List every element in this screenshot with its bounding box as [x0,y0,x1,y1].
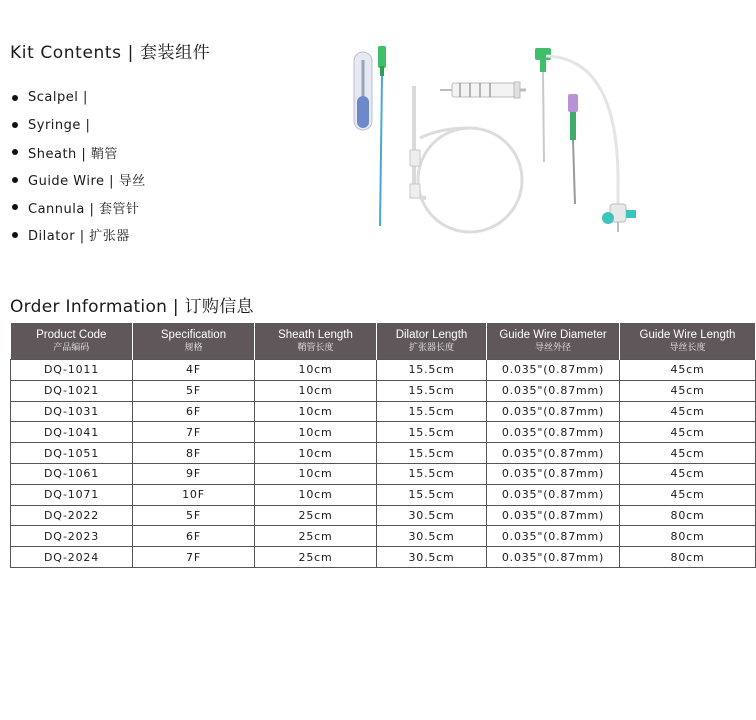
list-item [10,84,146,111]
bullet-icon [12,122,18,128]
table-cell: 6F [133,401,255,422]
table-cell: DQ-2022 [11,505,133,526]
order-table-body [11,360,756,568]
list-item [10,221,146,248]
table-cell: 15.5cm [377,360,487,381]
table-cell: 10cm [255,360,377,381]
table-cell: DQ-1021 [11,380,133,401]
list-item [10,194,146,221]
table-cell: 8F [133,443,255,464]
table-row [11,380,756,401]
table-cell: 0.035"(0.87mm) [487,463,620,484]
kit-item-label: Cannula | 套管针 [28,201,140,217]
bullet-icon [12,95,18,101]
table-cell: 45cm [620,463,756,484]
table-cell: 25cm [255,526,377,547]
kit-item-label: Syringe | [28,117,91,133]
table-row [11,443,756,464]
wire-hub-icon [546,56,636,232]
table-cell: 45cm [620,422,756,443]
table-row [11,360,756,381]
table-row [11,547,756,568]
dilator-icon [568,94,578,204]
table-cell: DQ-1041 [11,422,133,443]
kit-item-label: Guide Wire | 导丝 [28,174,146,190]
kit-contents-list [10,84,146,248]
product-photo [340,38,660,243]
kit-item-label: Dilator | 扩张器 [28,229,130,245]
table-cell: 5F [133,505,255,526]
cannula-icon [535,48,551,162]
sheath-icon [410,86,522,232]
table-row [11,526,756,547]
column-header: Dilator Length 扩张器长度 [377,323,487,360]
table-header-row [11,323,756,360]
table-cell: DQ-1071 [11,484,133,505]
table-cell: DQ-2024 [11,547,133,568]
column-header: Guide Wire Length 导丝长度 [620,323,756,360]
table-cell: 10cm [255,484,377,505]
table-cell: 0.035"(0.87mm) [487,526,620,547]
order-table-container [10,323,736,568]
order-table [10,323,756,568]
table-cell: 7F [133,422,255,443]
table-cell: 5F [133,380,255,401]
table-cell: 0.035"(0.87mm) [487,422,620,443]
table-cell: 0.035"(0.87mm) [487,484,620,505]
column-header: Guide Wire Diameter 导丝外径 [487,323,620,360]
table-row [11,505,756,526]
table-cell: 10cm [255,401,377,422]
table-cell: DQ-2023 [11,526,133,547]
column-header: Sheath Length 鞘管长度 [255,323,377,360]
table-cell: 15.5cm [377,463,487,484]
bullet-icon [12,232,18,238]
kit-item-label: Sheath | 鞘管 [28,146,118,162]
table-cell: 10cm [255,422,377,443]
order-information-title: Order Information | 订购信息 [10,297,254,317]
table-cell: DQ-1031 [11,401,133,422]
table-cell: 10F [133,484,255,505]
table-cell: 0.035"(0.87mm) [487,380,620,401]
table-cell: 25cm [255,505,377,526]
table-cell: 15.5cm [377,422,487,443]
table-cell: 10cm [255,380,377,401]
table-cell: 30.5cm [377,547,487,568]
table-cell: 45cm [620,443,756,464]
table-cell: DQ-1011 [11,360,133,381]
table-row [11,401,756,422]
table-cell: 80cm [620,526,756,547]
table-cell: 45cm [620,380,756,401]
table-cell: 10cm [255,463,377,484]
bullet-icon [12,149,18,155]
table-cell: 0.035"(0.87mm) [487,505,620,526]
table-cell: 80cm [620,547,756,568]
table-row [11,422,756,443]
table-cell: 45cm [620,360,756,381]
table-cell: 6F [133,526,255,547]
table-row [11,484,756,505]
table-cell: 15.5cm [377,484,487,505]
table-cell: 0.035"(0.87mm) [487,547,620,568]
list-item [10,166,146,193]
table-cell: 80cm [620,505,756,526]
kit-item-label: Scalpel | [28,90,88,106]
table-cell: 7F [133,547,255,568]
guide-wire-icon [378,46,386,226]
kit-contents-title: Kit Contents | 套装组件 [10,43,211,63]
syringe-icon [440,82,526,98]
table-cell: 0.035"(0.87mm) [487,401,620,422]
table-cell: 15.5cm [377,401,487,422]
bullet-icon [12,204,18,210]
table-cell: 45cm [620,401,756,422]
table-cell: 10cm [255,443,377,464]
table-cell: 25cm [255,547,377,568]
scalpel-icon [354,52,372,130]
table-cell: 15.5cm [377,443,487,464]
bullet-icon [12,177,18,183]
table-cell: 30.5cm [377,526,487,547]
table-cell: DQ-1051 [11,443,133,464]
table-cell: DQ-1061 [11,463,133,484]
list-item [10,139,146,166]
column-header: Product Code 产品编码 [11,323,133,360]
table-cell: 0.035"(0.87mm) [487,443,620,464]
list-item [10,111,146,138]
table-cell: 30.5cm [377,505,487,526]
table-cell: 4F [133,360,255,381]
table-cell: 9F [133,463,255,484]
column-header: Specification 规格 [133,323,255,360]
table-row [11,463,756,484]
table-cell: 15.5cm [377,380,487,401]
table-cell: 0.035"(0.87mm) [487,360,620,381]
table-cell: 45cm [620,484,756,505]
